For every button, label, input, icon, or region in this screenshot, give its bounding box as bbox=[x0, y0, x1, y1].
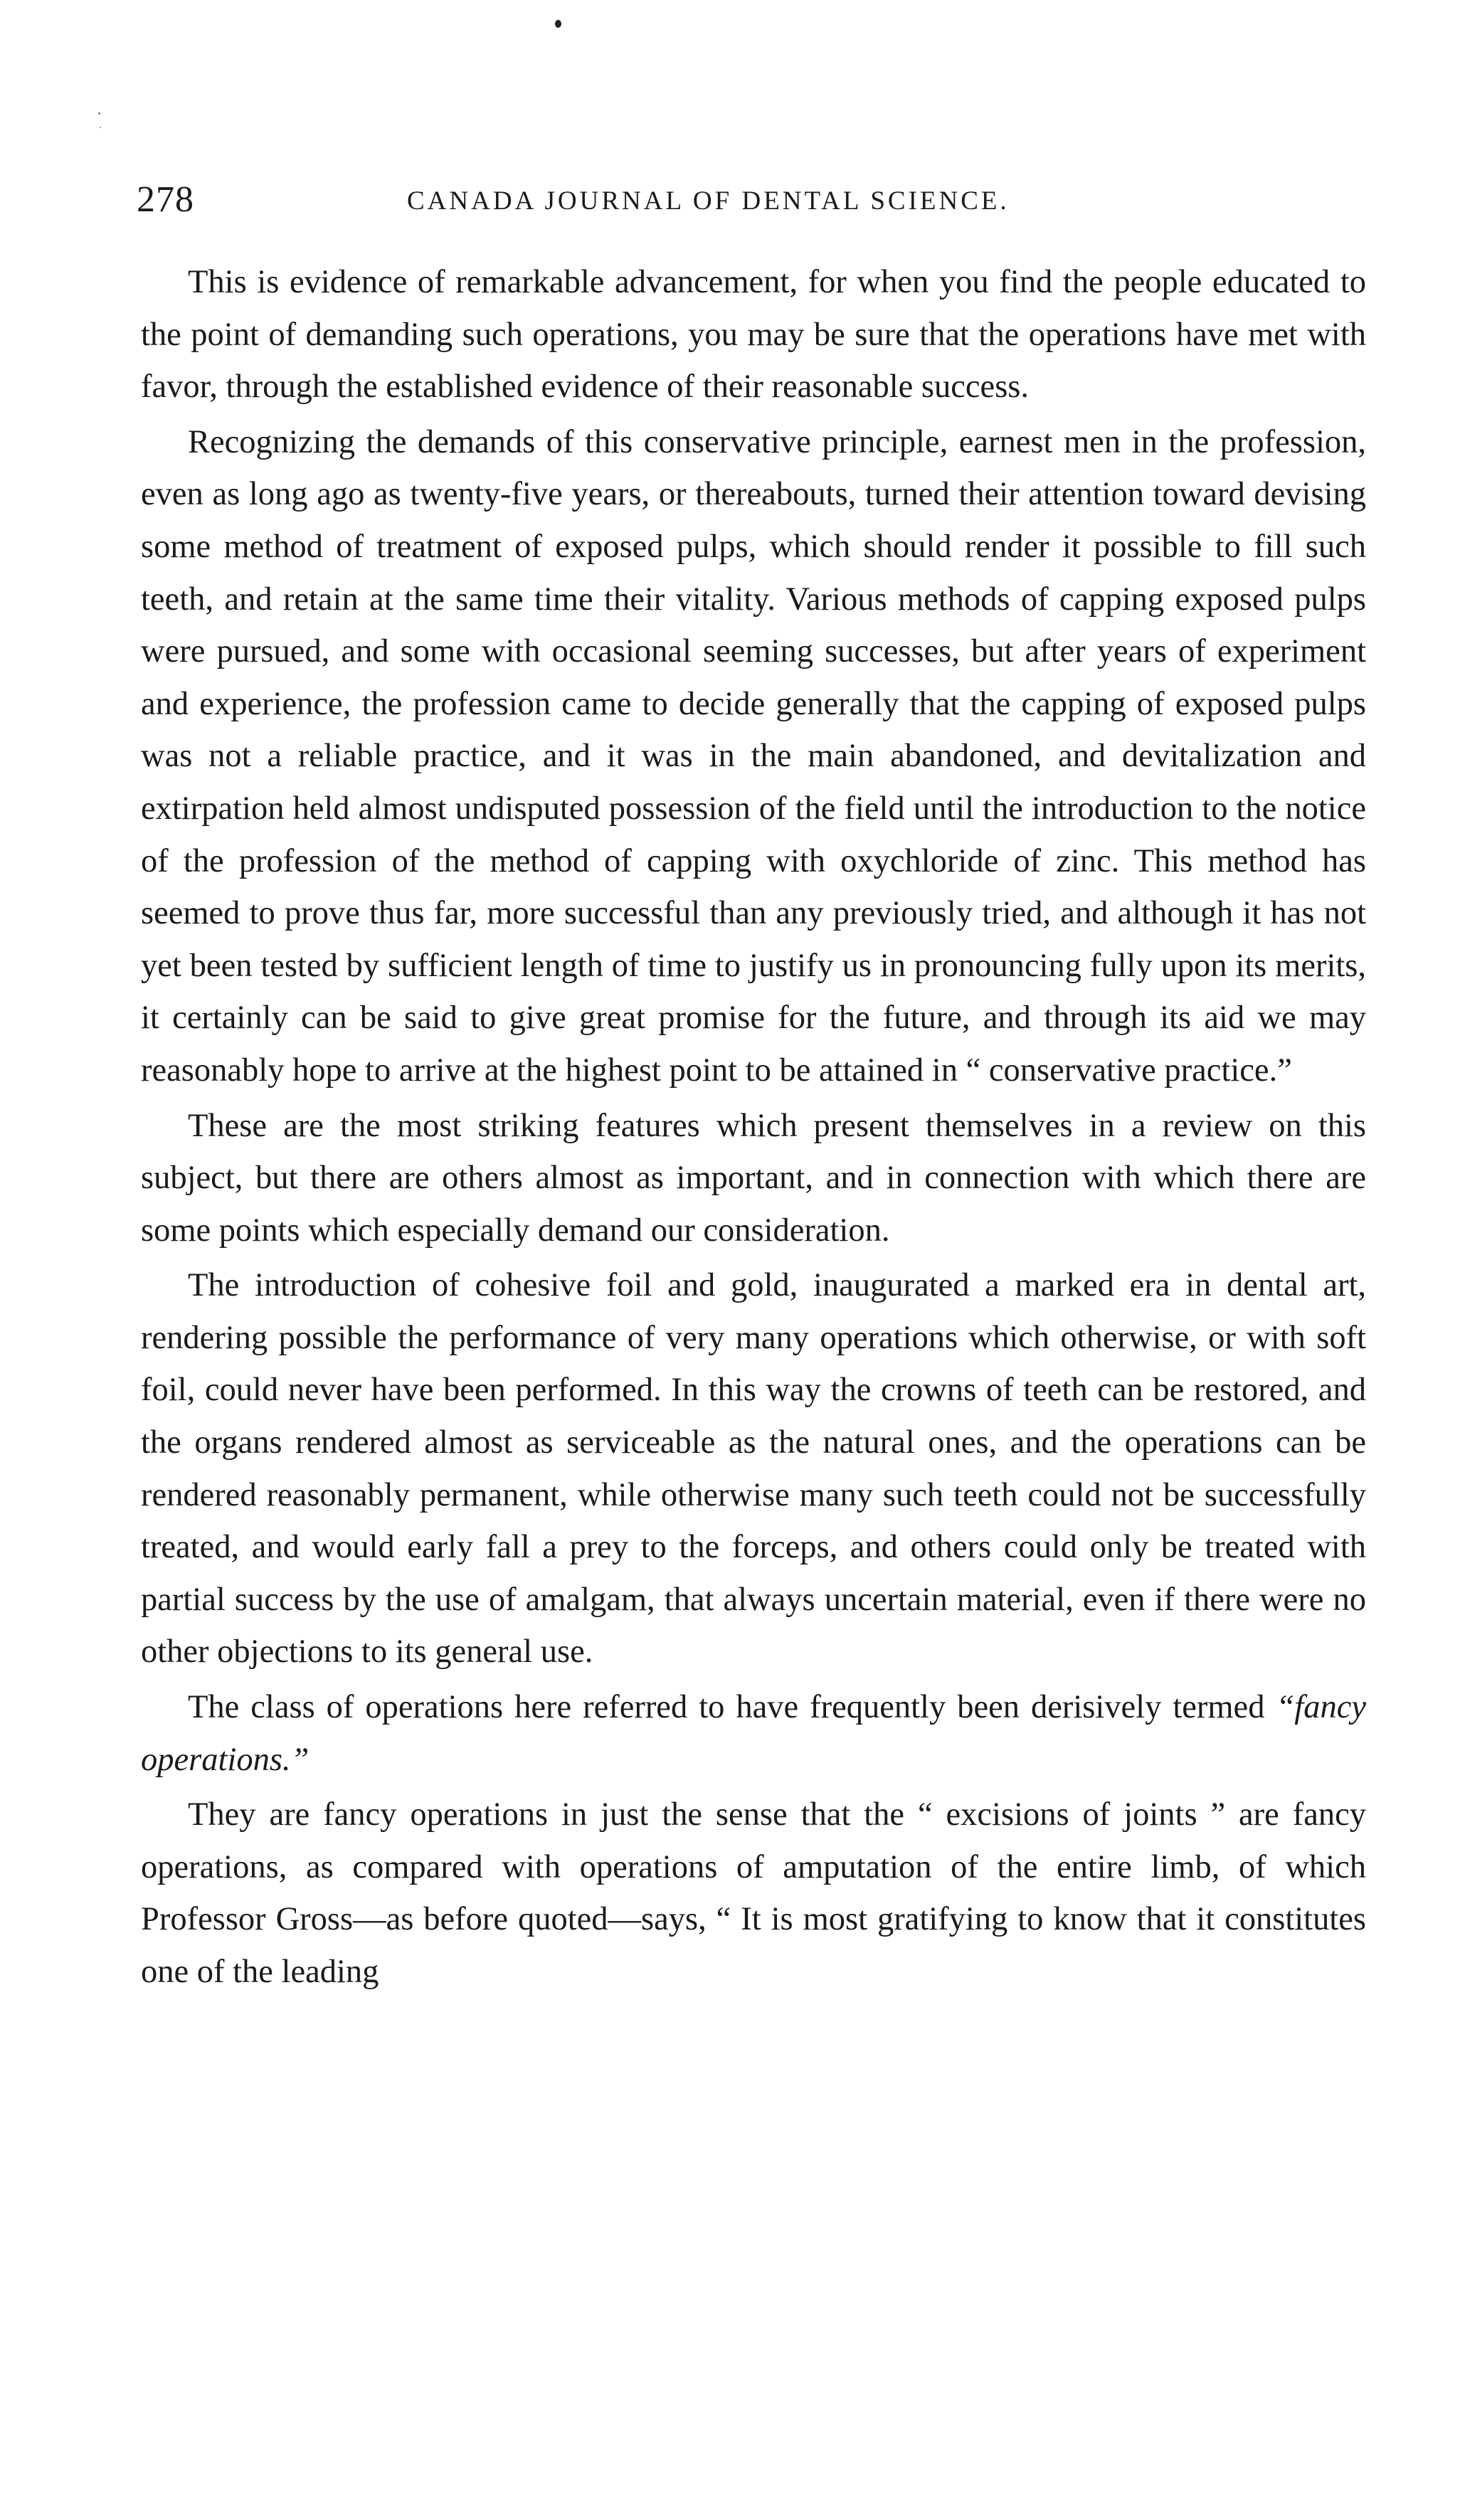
paragraph-conservative-principle: Recognizing the demands of this conservative principle, earnest men in the profession, even as long ago as twenty-five years, or thereabouts, turned their attention toward devising some method of treatment of exposed pulps, which should render it possible to fill such teeth, and retain at the same time their vitality. Various methods of capping exposed pulps were pursued, and some with occasional seeming successes, but after years of experiment and experience, the profession came to decide generally that the capping of exposed pulps was not a reliable practice, and it was in the main abandoned, and devitalization and extirpation held almost undisputed possession of the field until the introduction to the notice of the profession of the method of capping with oxychloride of zinc. This method has seemed to prove thus far, more successful than any previously tried, and although it has not yet been tested by sufficient length of time to justify us in pronouncing fully upon its merits, it certainly can be said to give great promise for the future, and through its aid we may reasonably hope to arrive at the highest point to be attained in “ conservative practice.” bbox=[141, 423, 1366, 1089]
running-head bbox=[137, 175, 1363, 225]
ink-speck bbox=[555, 20, 561, 28]
ink-speck bbox=[100, 127, 101, 128]
paragraph-evidence: This is evidence of remarkable advancement, for when you find the people educated to the point of demanding such operations, you may be sure that the operations have met with favor, through the established evidence of their reasonable success. bbox=[141, 264, 1366, 406]
journal-title: CANADA JOURNAL OF DENTAL SCIENCE. bbox=[407, 186, 1010, 216]
paragraph-excisions-of-joints: They are fancy operations in just the sense that the “ excisions of joints ” are fancy operations, as compared with operations of amputation of the entire limb, of which Professor Gross—as before quoted—says, “ It is most gratifying to know that it constitutes one of the leading bbox=[141, 1796, 1366, 1990]
page-number: 278 bbox=[137, 179, 194, 220]
italic-phrase: “fancy operations.” bbox=[141, 1689, 1366, 1778]
paragraph-text: The class of operations here referred to have frequently been derisively termed bbox=[188, 1689, 1276, 1726]
paragraph-cohesive-foil: The introduction of cohesive foil and gold, inaugurated a marked era in dental art, rendering possible the performance of very many operations which otherwise, or with soft foil, could never have been performed. In this way the crowns of teeth can be restored, and the organs rendered almost as serviceable as the natural ones, and the operations can be rendered reasonably permanent, while otherwise many such teeth could not be successfully treated, and would early fall a prey to the forceps, and others could only be treated with partial success by the use of amalgam, that always uncertain material, even if there were no other objections to its general use. bbox=[141, 1267, 1366, 1671]
ink-speck bbox=[98, 112, 100, 115]
body-text bbox=[141, 256, 1366, 2001]
paragraph-fancy-operations bbox=[141, 1681, 1366, 1786]
paragraph-striking-features: These are the most striking features which present themselves in a review on this subject, but there are others almost as important, and in connection with which there are some points which especially demand our consideration. bbox=[141, 1107, 1366, 1249]
